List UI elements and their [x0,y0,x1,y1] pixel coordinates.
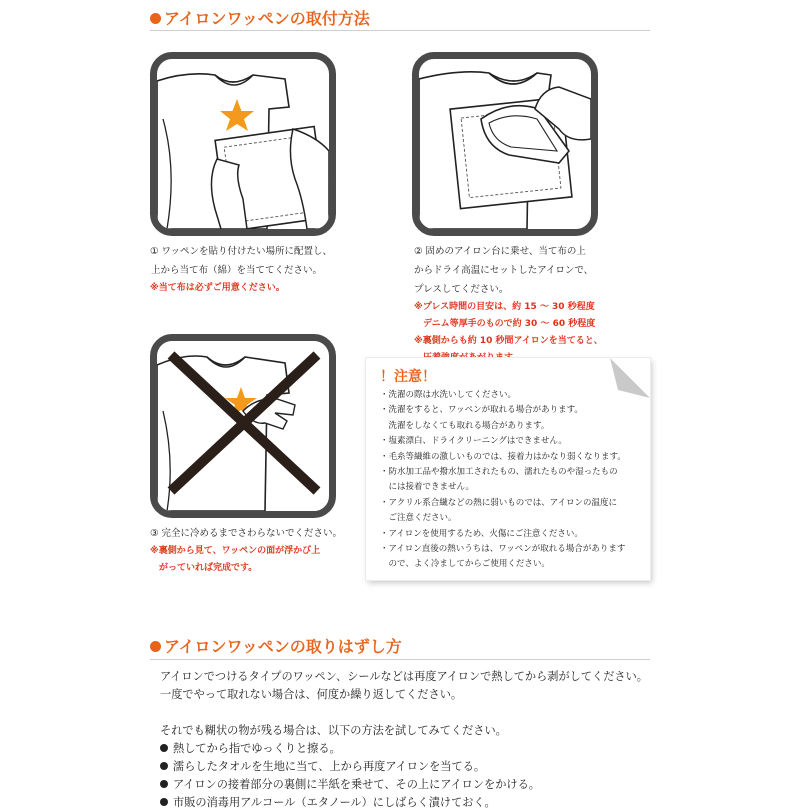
bullet-icon [160,744,168,752]
step2-text [414,242,654,367]
divider [150,30,650,31]
notice-line: ・アクリル系合繊などの熱に弱いものでは、アイロンの温度に [380,497,617,508]
notice-line: ・アイロンを使用するため、火傷にご注意ください。 [380,528,583,539]
step1-line: ① ワッペンを貼り付けたい場所に配置し、 [150,246,333,257]
section-title-attach: アイロンワッペンの取付方法 [150,6,370,29]
bullet-dot-icon [150,13,161,24]
removal-bullet: 濡らしたタオルを生地に当て、上から再度アイロンを当てる。 [160,758,650,776]
notice-line: ・洗濯の際は水洗いしてください。 [380,390,517,400]
notice-line: ・毛糸等繊維の激しいものでは、接着力はかなり弱くなります。 [380,451,626,462]
removal-bullet: アイロンの接着部分の裏側に半紙を乗せて、その上にアイロンをかける。 [160,776,650,794]
step1-text [150,242,390,297]
notice-line: ので、よく冷ましてからご使用ください。 [380,559,550,570]
step2-warning: ※プレス時間の目安は、約 15 ～ 30 秒程度 [414,302,595,312]
removal-intro-line: 一度でやって取れない場合は、何度か繰り返してください。 [160,688,463,701]
notice-line: ・塩素漂白、ドライクリーニングはできません。 [380,436,567,447]
removal-lead: それでも糊状の物が残る場合は、以下の方法を試してみてください。 [160,724,507,737]
removal-intro-line: アイロンでつけるタイプのワッペン、シールなどは再度アイロンで熱してから剥がしてください。 [160,670,648,683]
step3-text [150,524,370,577]
step2-warning: デニム等厚手のもので約 30 ～ 60 秒程度 [414,319,596,329]
notice-line: ・防水加工品や撥水加工されたもの、濡れたものや湿ったもの [380,467,618,478]
shirt-illustration [157,59,329,229]
bullet-icon [160,762,168,770]
step3-line: ③ 完全に冷めるまでさわらないでください。 [150,528,343,539]
divider [150,659,650,660]
step3-warning: がっていれば完成です。 [150,563,258,573]
bullet-icon [160,798,168,806]
step2-warning: ※裏側からも約 10 秒間アイロンを当てると、 [414,336,603,346]
step2-line: プレスしてください。 [414,284,509,295]
removal-bullet: 熱してから指でゆっくりと擦る。 [160,740,650,758]
notice-line: ・洗濯をすると、ワッペンが取れる場合があります。 [380,405,583,416]
notice-line: 洗濯をしなくても取れる場合があります。 [380,420,550,431]
step1-illustration [150,52,336,236]
notice-line: ご注意ください。 [380,513,457,524]
step1-warning: ※当て布は必ずご用意ください。 [150,283,285,293]
notice-box [366,358,650,580]
bullet-icon [160,780,168,788]
step2-illustration [412,52,598,236]
removal-body [160,668,650,812]
step2-line: からドライ高温にセットしたアイロンで、 [414,265,594,276]
removal-bullet: 市販の消毒用アルコール（エタノール）にしばらく漬けておく。 [160,794,650,812]
notice-list [380,388,626,573]
step1-line: 上から当て布（綿）を当ててください。 [151,265,323,276]
bullet-dot-icon [150,641,161,652]
section-title-removal: アイロンワッペンの取りはずし方 [150,634,402,657]
step2-line: ② 固めのアイロン台に乗せ、当て布の上 [414,246,586,257]
step3-warning: ※裏側から見て、ワッペンの面が浮かび上 [150,546,321,556]
iron-illustration [419,59,591,229]
notice-title: ！注意！ [380,369,436,385]
step3-illustration [150,334,336,518]
notice-line: には接着できません。 [380,482,475,493]
notice-line: ・アイロン直後の熱いうちは、ワッペンが取れる場合があります [380,544,626,555]
